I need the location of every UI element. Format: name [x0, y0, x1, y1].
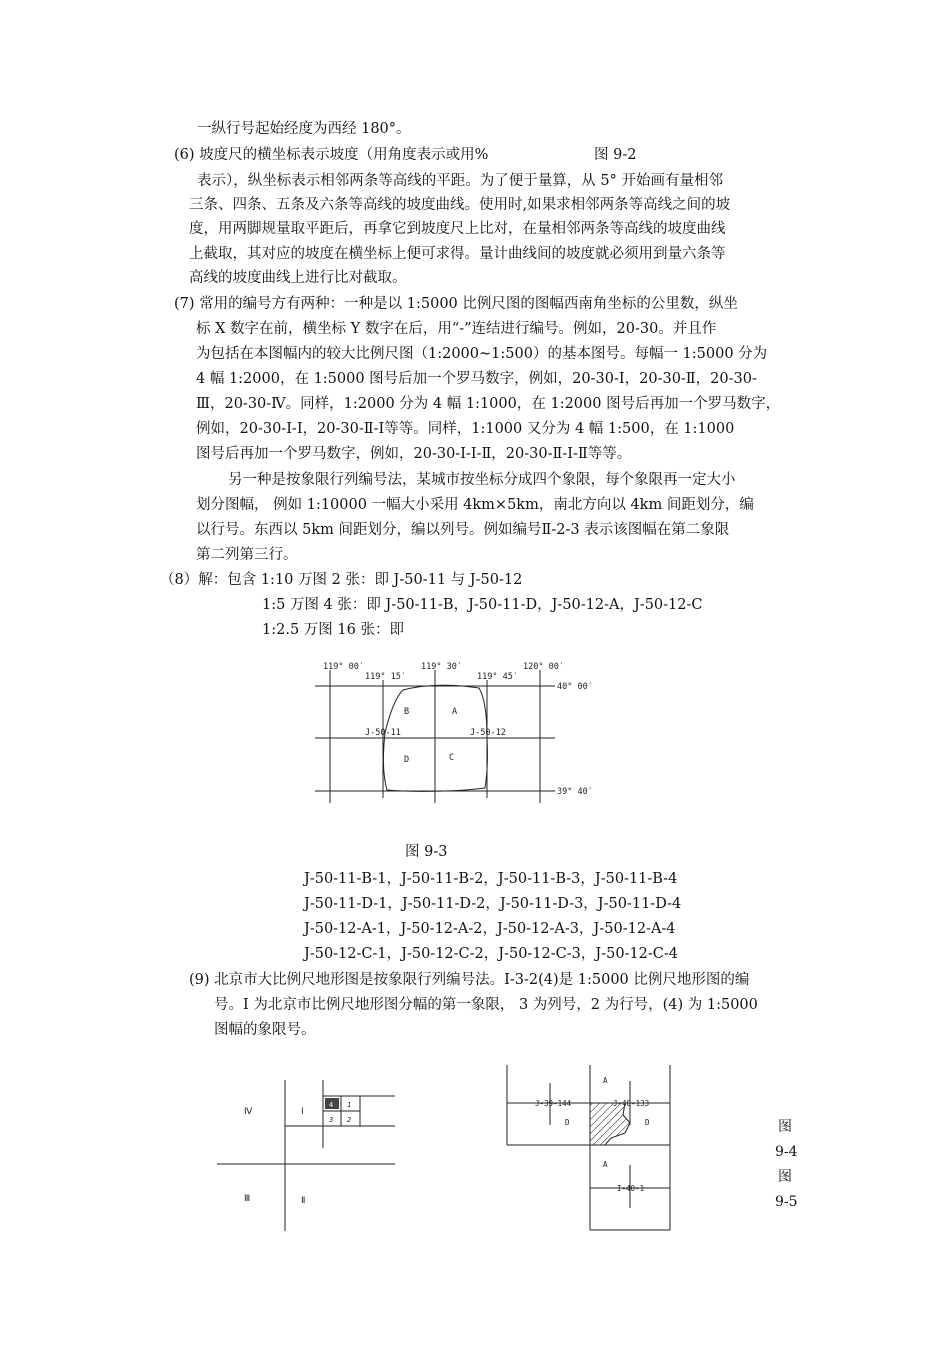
cell-label: A	[452, 707, 458, 717]
item-9-line: (9) 北京市大比例尺地形图是按象限行列编号法。I-3-2(4)是 1:5000 比例尺地形图的编	[189, 972, 750, 988]
text-line: 1:5 万图 4 张：即 J-50-11-B，J-50-11-D，J-50-12-A，J-50-12-C	[262, 597, 703, 613]
figure-9-5	[505, 1063, 680, 1233]
quadrant-label: Ⅰ	[301, 1107, 304, 1117]
sheet-list-line: J-50-11-B-1，J-50-11-B-2，J-50-11-B-3，J-50-11-B-4	[304, 871, 678, 887]
lon-label: 119° 00′	[323, 662, 364, 672]
text-line: 高线的坡度曲线上进行比对截取。	[189, 270, 407, 286]
lon-label: 119° 30′	[421, 662, 462, 672]
text-line: 1:2.5 万图 16 张：即	[262, 622, 404, 638]
item-8-line: （8）解：包含 1:10 万图 2 张：即 J-50-11 与 J-50-12	[160, 572, 523, 588]
sheet-list-line: J-50-12-C-1，J-50-12-C-2，J-50-12-C-3，J-50-12-C-4	[304, 946, 679, 962]
cell-label: B	[404, 707, 410, 717]
text-line: 划分图幅， 例如 1:10000 一幅大小采用 4km×5km，南北方向以 4km 间距划分，编	[196, 497, 754, 513]
text-line: 上截取，其对应的坡度在横坐标上便可求得。量计曲线间的坡度就必须用到量六条等	[189, 246, 726, 262]
sheet-label: J-39-144	[535, 1099, 572, 1108]
lon-label: 120° 00′	[523, 662, 564, 672]
sheet-label: J-40-133	[613, 1099, 650, 1108]
cell-label: A	[603, 1076, 608, 1085]
lat-label: 40° 00′	[557, 682, 593, 692]
text-line: 图号后再加一个罗马数字，例如，20-30-Ⅰ-Ⅰ-Ⅱ，20-30-Ⅱ-Ⅰ-Ⅱ等等。	[196, 446, 632, 462]
text-line: 度，用两脚规量取平距后，再拿它到坡度尺上比对，在量相邻两条等高线的坡度曲线	[189, 221, 726, 237]
sub-label: 3	[329, 1116, 334, 1124]
sub-label: 2	[347, 1116, 352, 1124]
lon-label: 119° 45′	[477, 672, 518, 682]
cell-label: D	[565, 1118, 570, 1127]
sheet-label: I-40-1	[617, 1184, 645, 1193]
item-7-line: (7) 常用的编号方有两种：一种是以 1:5000 比例尺图的图幅西南角坐标的公里数，纵坐	[174, 296, 738, 312]
sheet-label: J-50-12	[470, 728, 506, 738]
lat-label: 39° 40′	[557, 787, 593, 797]
side-caption: 9-5	[775, 1194, 798, 1210]
side-caption: 图	[778, 1119, 792, 1135]
text-line: 另一种是按象限行列编号法，某城市按坐标分成四个象限，每个象限再一定大小	[228, 472, 736, 488]
text-line: 以行号。东西以 5km 间距划分，编以列号。例如编号Ⅱ-2-3 表示该图幅在第二象限	[196, 522, 730, 538]
quadrant-label: Ⅱ	[301, 1196, 306, 1206]
sheet-list-line: J-50-11-D-1，J-50-11-D-2，J-50-11-D-3，J-50-11-D-4	[304, 896, 682, 912]
text-line: 图幅的象限号。	[214, 1022, 316, 1038]
text-line: 一纵行号起始经度为西经 180°。	[197, 121, 411, 137]
side-caption: 9-4	[775, 1144, 798, 1160]
text-line: 例如，20-30-Ⅰ-Ⅰ，20-30-Ⅱ-Ⅰ等等。同样，1:1000 又分为 4 幅 1:500，在 1:1000	[196, 421, 735, 437]
sheet-list-line: J-50-12-A-1，J-50-12-A-2，J-50-12-A-3，J-50-12-A-4	[304, 921, 676, 937]
text-line: 三条、四条、五条及六条等高线的坡度曲线。使用时,如果求相邻两条等高线之间的坡	[189, 197, 731, 213]
sub-label: 1	[347, 1101, 352, 1109]
text-line: 标 X 数字在前，横坐标 Y 数字在后，用“-”连结进行编号。例如，20-30。并且作	[196, 321, 717, 337]
text-line: 为包括在本图幅内的较大比例尺图（1:2000~1:500）的基本图号。每幅一 1:5000 分为	[196, 346, 768, 362]
side-caption: 图	[778, 1169, 792, 1185]
quadrant-label: Ⅳ	[244, 1107, 253, 1117]
text-line: 表示），纵坐标表示相邻两条等高线的平距。为了便于量算，从 5° 开始画有量相邻	[197, 173, 723, 189]
cell-label: A	[603, 1160, 608, 1169]
sub-label: 4	[329, 1101, 334, 1109]
quadrant-label: Ⅲ	[244, 1194, 251, 1204]
figure-9-2-caption: 图 9-2	[594, 147, 637, 163]
lon-label: 119° 15′	[365, 672, 406, 682]
text-line: 第二列第三行。	[196, 547, 298, 563]
figure-9-3	[315, 658, 615, 810]
text-line: Ⅲ，20-30-Ⅳ。同样，1:2000 分为 4 幅 1:1000，在 1:2000 图号后再加一个罗马数字，	[196, 396, 781, 412]
text-line: 4 幅 1:2000，在 1:5000 图号后加一个罗马数字，例如，20-30-Ⅰ，20-30-Ⅱ，20-30-	[196, 371, 757, 387]
text-line: 号。I 为北京市比例尺地形图分幅的第一象限， 3 为列号，2 为行号，(4) 为 1:5000	[214, 997, 758, 1013]
figure-9-4	[215, 1078, 397, 1233]
cell-label: C	[449, 753, 455, 763]
cell-label: D	[645, 1118, 650, 1127]
item-6-line: (6) 坡度尺的横坐标表示坡度（用角度表示或用%	[174, 147, 489, 163]
cell-label: D	[404, 755, 410, 765]
sheet-label: J-50-11	[365, 728, 401, 738]
figure-9-3-caption: 图 9-3	[405, 844, 448, 860]
